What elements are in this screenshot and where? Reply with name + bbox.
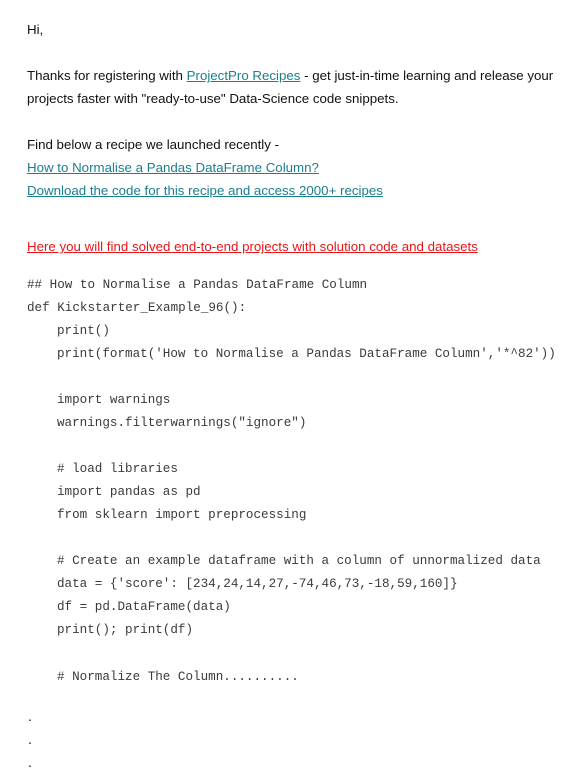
code-line: print() [57,324,110,338]
code-line: print(); print(df) [57,623,194,637]
ellipsis-dot: . [28,754,32,770]
recipe-title-link-row [27,156,319,179]
recipe-title-link[interactable]: How to Normalise a Pandas DataFrame Column? [27,160,319,175]
projects-link-row [27,235,478,258]
code-line: df = pd.DataFrame(data) [57,600,231,614]
code-line: # load libraries [57,462,178,476]
ellipsis-dot: . [28,708,32,724]
recipe-lead: Find below a recipe we launched recently - [27,137,280,152]
code-line: warnings.filterwarnings("ignore") [57,416,307,430]
code-line: from sklearn import preprocessing [57,508,307,522]
intro-line-1 [27,64,553,87]
download-recipe-link[interactable]: Download the code for this recipe and access 2000+ recipes [27,183,383,198]
code-line: import pandas as pd [57,485,201,499]
code-line: print(format('How to Normalise a Pandas DataFrame Column','*^82')) [57,347,556,361]
download-link-row [27,179,383,202]
code-line: # Normalize The Column.......... [57,670,299,684]
intro-line-2: projects faster with "ready-to-use" Data-Science code snippets. [27,91,399,106]
code-line: import warnings [57,393,171,407]
intro-suffix: - get just-in-time learning and release your [300,68,554,83]
intro-prefix: Thanks for registering with [27,68,187,83]
code-line: # Create an example dataframe with a column of unnormalized data [57,554,541,568]
ellipsis-dot: . [28,731,32,747]
code-line: def Kickstarter_Example_96(): [27,301,247,315]
code-line: ## How to Normalise a Pandas DataFrame Column [27,278,368,292]
email-body [27,0,572,774]
solved-projects-link[interactable]: Here you will find solved end-to-end projects with solution code and datasets [27,239,478,254]
greeting: Hi, [27,22,44,37]
projectpro-recipes-link[interactable]: ProjectPro Recipes [186,68,301,83]
code-line: data = {'score': [234,24,14,27,-74,46,73,-18,59,160]} [57,577,458,591]
